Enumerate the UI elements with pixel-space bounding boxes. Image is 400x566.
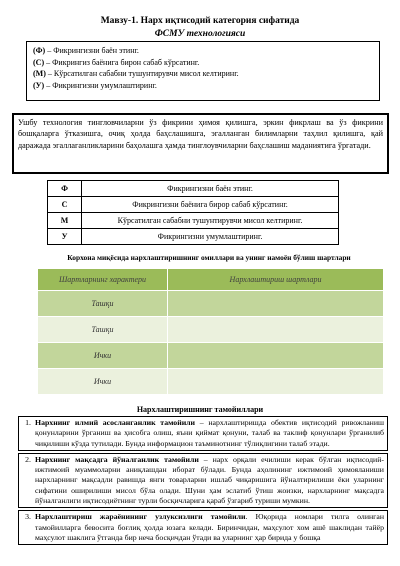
column-header: Нархлаштириш шартлари	[168, 269, 384, 291]
condition-type: Ташқи	[38, 317, 168, 343]
list-item-number: 3.	[25, 512, 31, 522]
condition-value	[168, 317, 384, 343]
condition-value	[168, 291, 384, 317]
fsmu-text: – Фикрингизни баён этинг.	[47, 46, 139, 55]
fsmu-step: Фикрингизни баён этинг.	[82, 181, 339, 197]
table-row	[38, 343, 384, 369]
fsmu-letter: М	[48, 213, 82, 229]
table-row	[48, 229, 339, 245]
list-item-lead: Нархлаштириш жараёнининг узлуксизлиги тамойили	[35, 512, 246, 522]
fsmu-code: (У)	[33, 80, 45, 90]
table-row	[48, 197, 339, 213]
list-item-body: – нарх орқали ечилиши керак бўлган иқтисодий-ижтимоий муаммоларни аниқлашдан иборат бўлади. Бунда аҳолининг ижтимоий ҳимояланиши нархларнинг мақсадли равишда янги товарларни ишлаб чиқаришига йўналтирилиши ёки уларнинг сифатини оширилиши мисол бўла олади. Шуни ҳам эслатиб ўтиш жоизки, нархларнинг мақсадга йўналганлиги иқтисодиётнинг турли босқичларига қараб ўзгариб туриши мумкин.	[35, 454, 384, 506]
fsmu-text: – Фикрингиз баёнига бирон сабаб кўрсатинг.	[46, 57, 200, 67]
fsmu-line	[33, 68, 373, 80]
list-item	[18, 510, 388, 545]
table-row	[48, 181, 339, 197]
list-item-lead: Нархнинг илмий асосланганлик тамойили	[35, 418, 196, 427]
list-item-lead: Нархнинг мақсадга йўналганлик тамойили	[35, 454, 199, 464]
condition-value	[168, 343, 384, 369]
fsmu-step: Фикрингизни умумлаштиринг.	[82, 229, 339, 245]
fsmu-letter: У	[48, 229, 82, 245]
fsmu-code: (Ф)	[33, 46, 46, 55]
page-subtitle: ФСМУ технологияси	[154, 29, 246, 39]
list-item-text	[35, 512, 384, 543]
column-header: Шартларнинг характери	[38, 269, 168, 291]
fsmu-text: – Фикрингизни умумлаштиринг.	[46, 80, 157, 90]
fsmu-step: Кўрсатилган сабабни тушунтирувчи мисол келтиринг.	[82, 213, 339, 229]
condition-type: Ташқи	[38, 291, 168, 317]
list-item-body: . Юқорида номлари тилга олинган тамойилларга бевосита боғлиқ ҳолда юзага келади. Биринчидан, маҳсулот хом ашё шаклидан тайёр маҳсулот шаклига ўтганда бир неча босқичдан ўтади ва уларнинг ҳар бирида у бошқа	[35, 512, 384, 542]
table-row	[38, 317, 384, 343]
list-item	[18, 416, 388, 451]
list-item	[18, 453, 388, 508]
condition-type: Ички	[38, 369, 168, 395]
principles-title: Нархлаштиришнинг тамойиллари	[136, 405, 264, 414]
pricing-conditions-table	[37, 268, 384, 395]
pricing-heading: Корхона миқёсида нархлаштиришнинг омиллари ва унинг намоён бўлиш шартлари	[67, 253, 351, 262]
table-row	[48, 213, 339, 229]
condition-value	[168, 369, 384, 395]
table-row	[38, 369, 384, 395]
list-item-text	[35, 455, 384, 506]
fsmu-letter: Ф	[48, 181, 82, 197]
fsmu-code: (С)	[33, 57, 45, 67]
fsmu-text: – Кўрсатилган сабабни тушунтирувчи мисол келтиринг.	[47, 69, 239, 78]
fsmu-code: (М)	[33, 69, 46, 78]
table-row	[38, 291, 384, 317]
fsmu-line	[33, 45, 373, 57]
table-header-row	[38, 269, 384, 291]
principles-list	[18, 416, 388, 547]
list-item-number: 2.	[25, 454, 31, 464]
list-item-number: 1.	[25, 418, 31, 427]
list-item-text	[35, 418, 384, 449]
list-item-body: – нархлаштиришда обектив иқтисодий ривожланиш қонунларини ўрганиш ва ҳисобга олиш, яъни қиймат қонуни, талаб ва таклиф қонунлари ўрганилиб чиқилиши кўзда тутилади. Бунда информацион таъминотнинг тўлиқлигини талаб этади.	[35, 418, 385, 448]
fsmu-line	[33, 57, 373, 69]
technology-description: Ушбу технология тингловчиларни ўз фикрини ҳимоя қилишга, эркин фикрлаш ва ўз фикрини бошқаларга ўтказишга, очиқ ҳолда баҳслашишга, эгалланган билимларни таҳлил қилишга, қай даражада эгаллаганликларини баҳолашга ҳамда тинглоувчиларни баҳслашиш маданиятига ўргатади.	[12, 113, 389, 174]
fsmu-letter: С	[48, 197, 82, 213]
fsmu-table	[47, 180, 339, 245]
fsmu-step: Фикрингизни баёнига бирор сабаб кўрсатинг.	[82, 197, 339, 213]
page-title: Мавзу-1. Нарх иқтисодий категория сифатида	[100, 16, 300, 26]
fsmu-box	[26, 41, 380, 101]
fsmu-line	[33, 80, 373, 92]
condition-type: Ички	[38, 343, 168, 369]
